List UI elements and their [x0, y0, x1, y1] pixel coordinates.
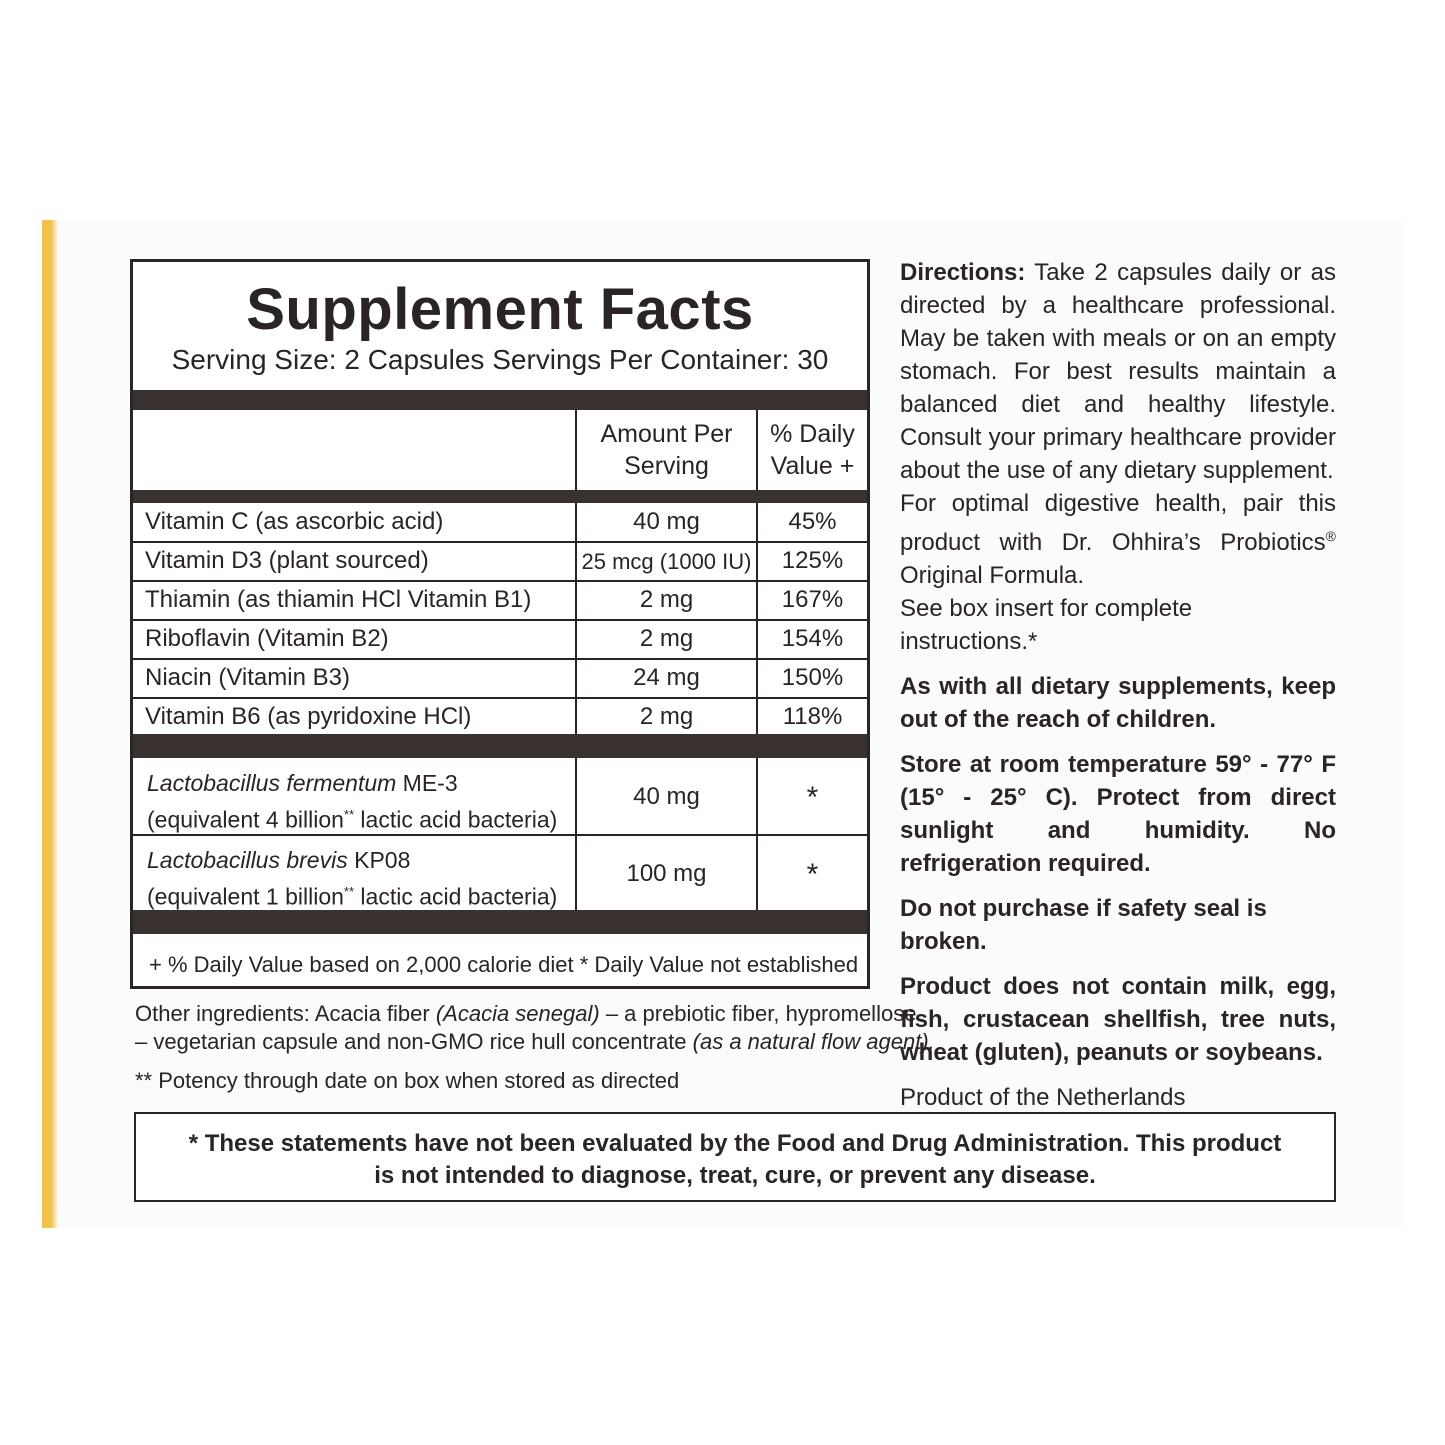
facts-title: Supplement Facts: [246, 277, 754, 342]
nutrient-name: Vitamin B6 (as pyridoxine HCl): [145, 703, 472, 730]
nutrient-name: Vitamin D3 (plant sourced): [145, 547, 429, 574]
amount-header: Amount Per Serving: [600, 420, 733, 480]
probiotic-amount: 40 mg: [633, 783, 700, 810]
insert-note: See box insert for complete instructions.*: [900, 595, 1193, 655]
thick-divider: [133, 910, 867, 934]
probiotic-amount: 100 mg: [626, 860, 707, 887]
serving-info: Serving Size: 2 Capsules Servings Per Container: 30: [171, 344, 829, 375]
nutrient-amount: 25 mcg (1000 IU): [581, 549, 752, 574]
nutrient-name: Niacin (Vitamin B3): [145, 664, 350, 691]
nutrient-dv: 150%: [781, 664, 844, 691]
pairing-text: For optimal digestive health, pair this product with Dr. Ohhira’s Probiotics® Original Formula.: [900, 490, 1336, 589]
probiotic-name: Lactobacillus fermentum ME-3 (equivalent 4 billion** lactic acid bacteria): [147, 770, 558, 833]
country-of-origin: Product of the Netherlands: [900, 1084, 1186, 1111]
children-warning: As with all dietary supplements, keep out of the reach of children.: [900, 673, 1336, 733]
probiotic-dv: *: [806, 781, 819, 814]
row-divider: [133, 541, 867, 543]
nutrient-dv: 118%: [782, 703, 843, 730]
nutrient-name: Thiamin (as thiamin HCl Vitamin B1): [145, 586, 532, 613]
probiotic-name: Lactobacillus brevis KP08 (equivalent 1 billion** lactic acid bacteria): [147, 847, 558, 910]
thick-divider: [133, 490, 867, 503]
fda-disclaimer: * These statements have not been evaluated by the Food and Drug Administration. This product is not intended to diagnose, treat, cure, or prevent any disease.: [134, 1112, 1336, 1202]
row-divider: [133, 580, 867, 582]
nutrient-name: Vitamin C (as ascorbic acid): [145, 508, 444, 535]
directions-column: [900, 256, 1336, 1114]
potency-note: ** Potency through date on box when stored as directed: [135, 1068, 680, 1093]
other-ingredients: Other ingredients: Acacia fiber (Acacia senegal) – a prebiotic fiber, hypromellose – vegetarian capsule and non-GMO rice hull concentrate (as a natural flow agent).: [135, 1001, 935, 1054]
yellow-box-edge: [42, 220, 58, 1228]
nutrient-dv: 125%: [781, 547, 844, 574]
nutrient-amount: 2 mg: [639, 586, 694, 613]
nutrient-dv: 154%: [781, 625, 844, 652]
nutrient-amount: 24 mg: [633, 664, 700, 691]
nutrient-dv: 167%: [781, 586, 844, 613]
thick-divider: [133, 390, 867, 410]
row-divider: [133, 697, 867, 699]
nutrient-dv: 45%: [788, 508, 837, 535]
storage-instructions: Store at room temperature 59° - 77° F (15° - 25° C). Protect from direct sunlight and humidity. No refrigeration required.: [900, 751, 1336, 877]
nutrient-amount: 2 mg: [639, 703, 694, 730]
nutrient-amount: 2 mg: [639, 625, 694, 652]
allergen-statement: Product does not contain milk, egg, fish, crustacean shellfish, tree nuts, wheat (gluten), peanuts or soybeans.: [900, 973, 1336, 1066]
nutrient-name: Riboflavin (Vitamin B2): [145, 625, 389, 652]
supplement-facts-box: Supplement Facts Serving Size: 2 Capsules Servings Per Container: 30 Amount Per Serving % Daily Value + Vitamin C (as ascorbic acid) 40 mg 45% Vitamin D3 (plant sourced) 25 mcg (1000 IU) 125% Thiamin (as thiamin HCl Vitamin B1) 2 mg 167% Riboflavin (Vitamin B2) 2 mg 154% Niacin (Vitamin B3) 24 mg 150% Vitamin B6 (as pyridoxine HCl) 2 mg 118% Lactobacillus fermentum ME-3 (equivalent 4 billion** lactic acid bacteria) 40 mg * Lactobacillus brevis KP08 (equivalent 1 billion** lactic acid bacteria) 100 mg * + % Daily Value based on 2,000 calorie diet * Daily Value not established: [130, 259, 870, 989]
probiotic-dv: *: [806, 858, 819, 891]
thick-divider: [133, 734, 867, 758]
safety-seal-warning: Do not purchase if safety seal is broken.: [900, 895, 1267, 955]
row-divider: [133, 834, 867, 836]
daily-value-header: % Daily Value +: [770, 420, 855, 480]
row-divider: [133, 658, 867, 660]
directions-text: Directions: Take 2 capsules daily or as directed by a healthcare professional. May be taken with meals or on an empty stomach. For best results maintain a balanced diet and healthy lifestyle. Consult your primary healthcare provider about the use of any dietary supplement.: [900, 259, 1336, 484]
row-divider: [133, 619, 867, 621]
nutrient-amount: 40 mg: [633, 508, 700, 535]
